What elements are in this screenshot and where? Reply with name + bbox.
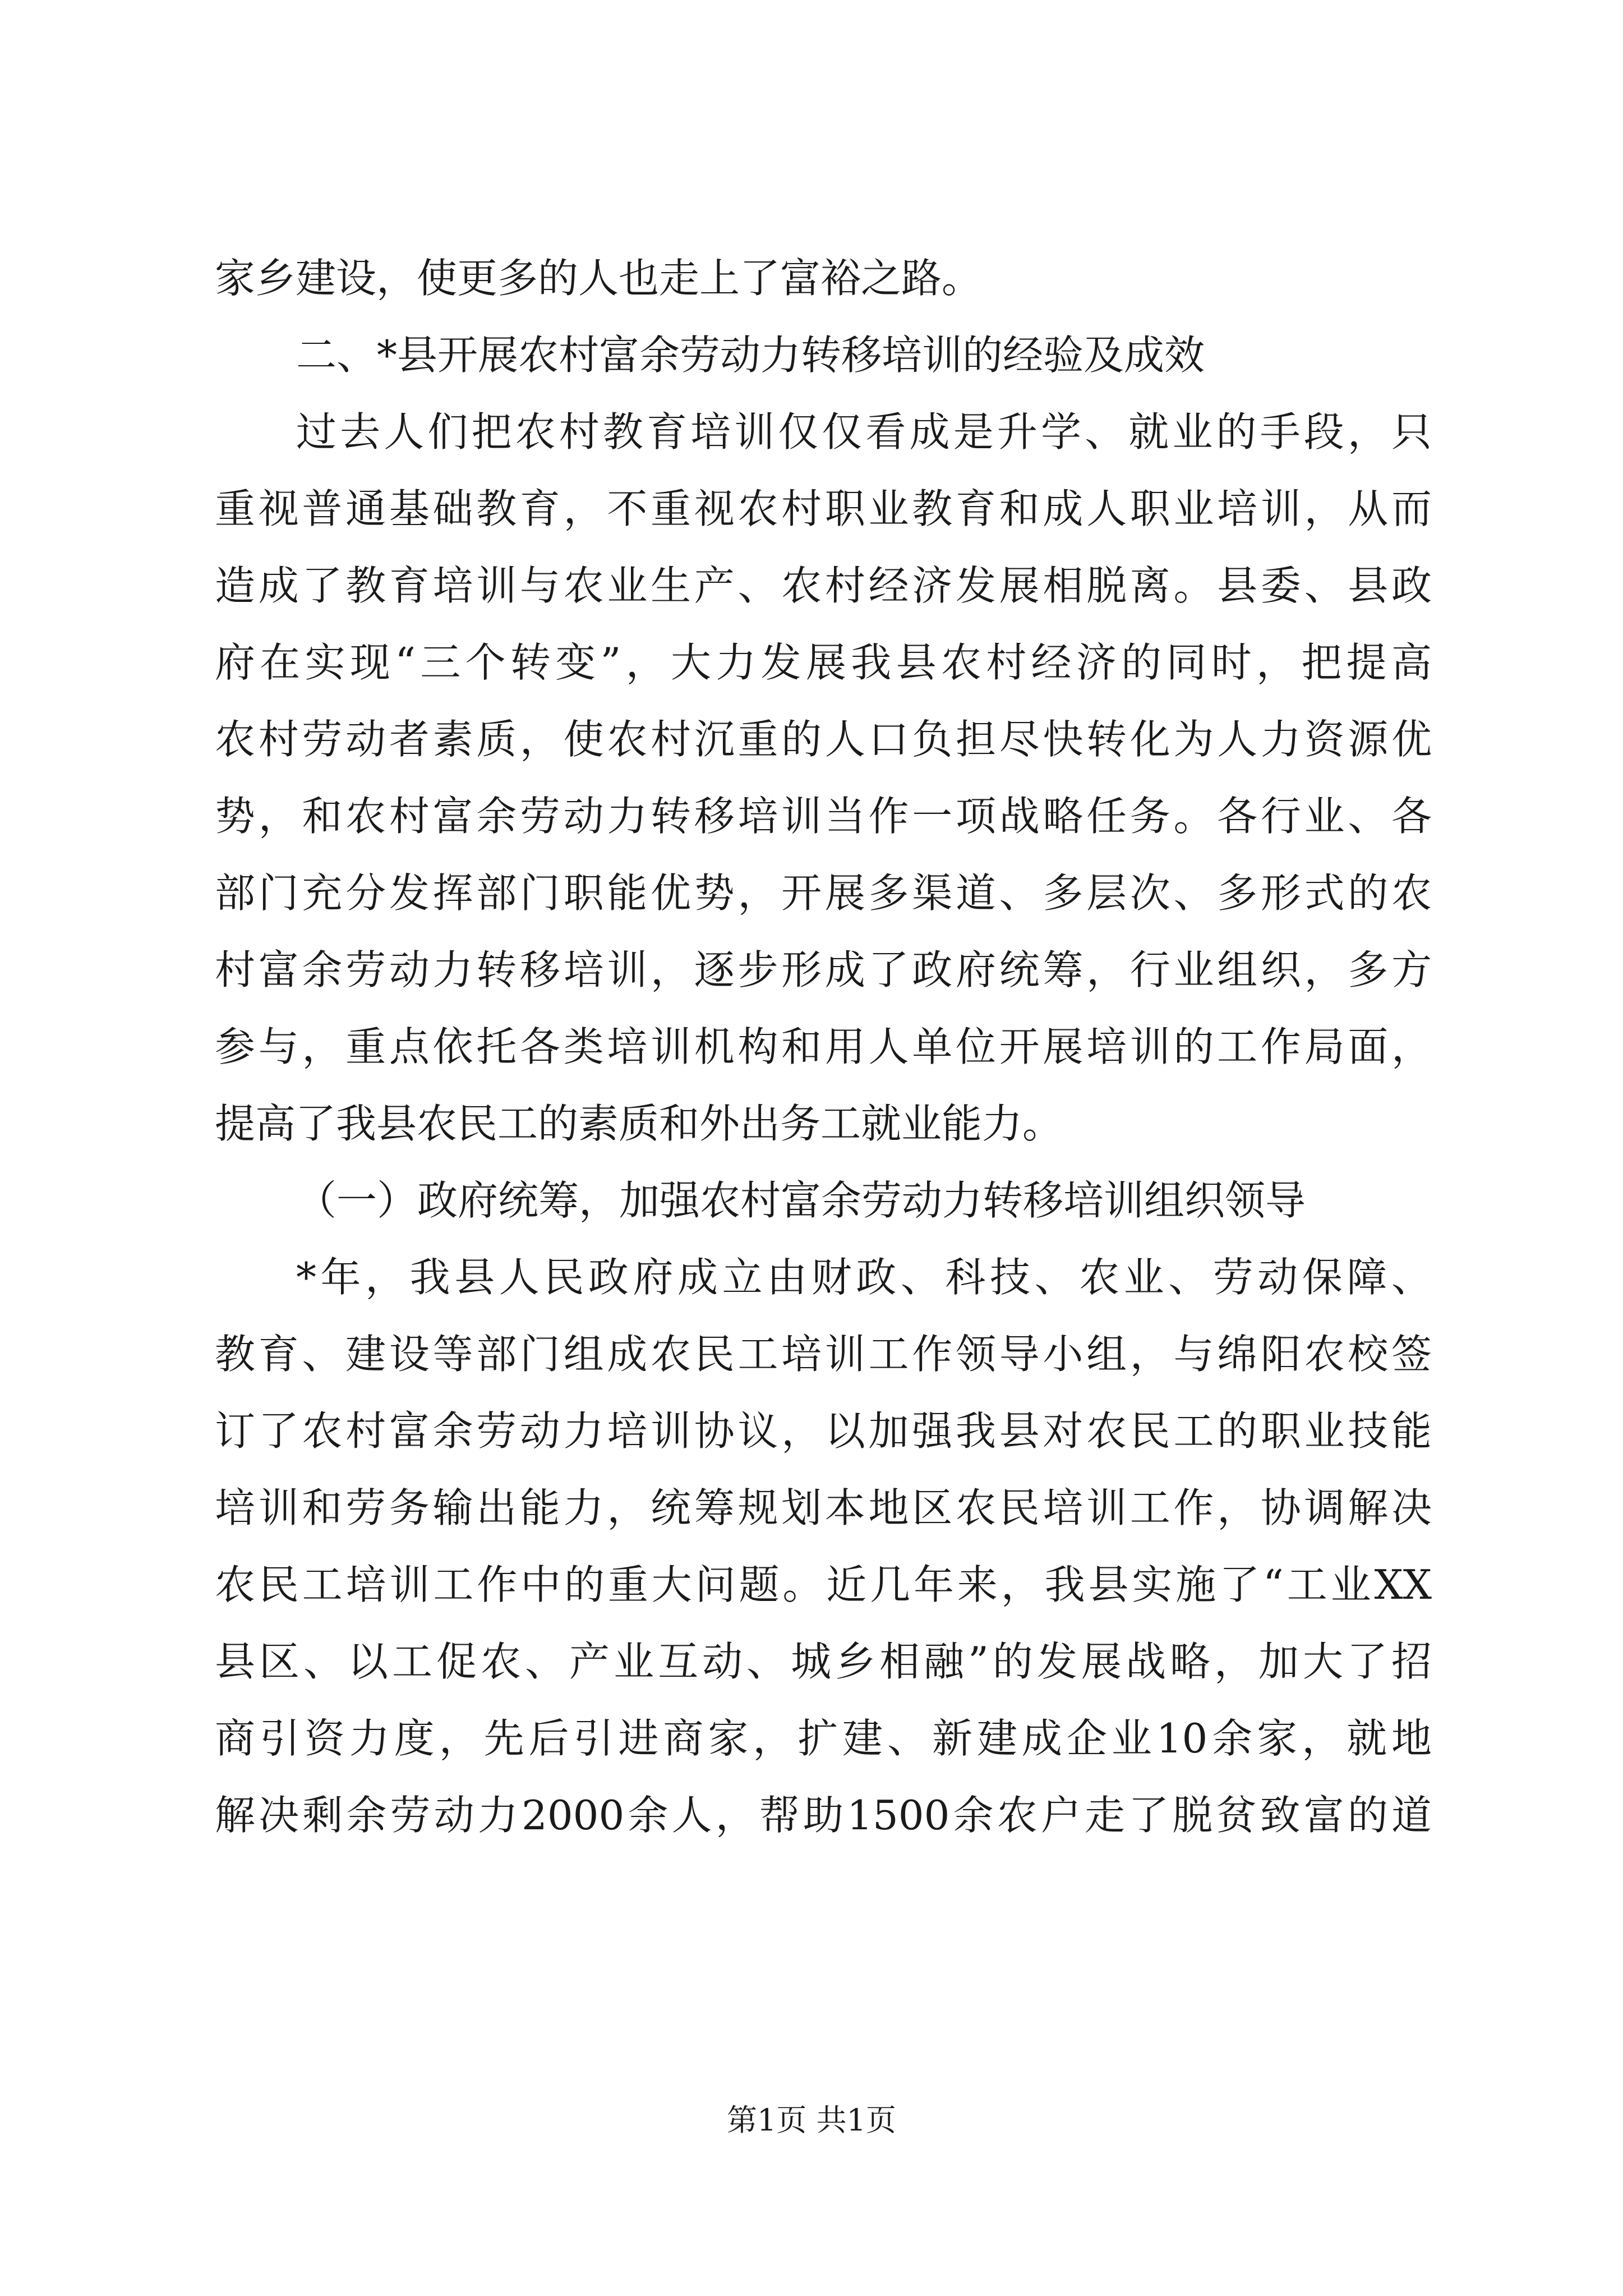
paragraph-line: 村富余劳动力转移培训，逐步形成了政府统筹，行业组织，多方	[215, 946, 1432, 993]
paragraph-line: 订了农村富余劳动力培训协议，以加强我县对农民工的职业技能	[215, 1407, 1432, 1455]
paragraph-line: 过去人们把农村教育培训仅仅看成是升学、就业的手段，只	[296, 408, 1432, 455]
page-number-footer: 第1页 共1页	[727, 2102, 896, 2138]
paragraph-line: 农民工培训工作中的重大问题。近几年来，我县实施了“工业XX	[215, 1561, 1432, 1608]
paragraph-line: 培训和劳务输出能力，统筹规划本地区农民培训工作，协调解决	[215, 1484, 1432, 1531]
paragraph-line: *年，我县人民政府成立由财政、科技、农业、劳动保障、	[296, 1254, 1432, 1301]
paragraph-line: 农村劳动者素质，使农村沉重的人口负担尽快转化为人力资源优	[215, 716, 1432, 763]
paragraph-line: 造成了教育培训与农业生产、农村经济发展相脱离。县委、县政	[215, 562, 1432, 609]
paragraph-line: 势，和农村富余劳动力转移培训当作一项战略任务。各行业、各	[215, 793, 1432, 840]
paragraph-line: 家乡建设，使更多的人也走上了富裕之路。	[215, 255, 983, 302]
paragraph-line: 部门充分发挥部门职能优势，开展多渠道、多层次、多形式的农	[215, 869, 1432, 917]
paragraph-line: 县区、以工促农、产业互动、城乡相融”的发展战略，加大了招	[215, 1638, 1432, 1685]
paragraph-line: 解决剩余劳动力2000余人，帮助1500余农户走了脱贫致富的道	[215, 1792, 1432, 1839]
paragraph-line: 教育、建设等部门组成农民工培训工作领导小组，与绵阳农校签	[215, 1331, 1432, 1378]
paragraph-line: 提高了我县农民工的素质和外出务工就业能力。	[215, 1100, 1063, 1147]
paragraph-line: 府在实现“三个转变”，大力发展我县农村经济的同时，把提高	[215, 639, 1432, 686]
paragraph-line: 商引资力度，先后引进商家，扩建、新建成企业10余家，就地	[215, 1715, 1432, 1762]
subsection-heading: （一）政府统筹，加强农村富余劳动力转移培训组织领导	[296, 1177, 1306, 1224]
paragraph-line: 重视普通基础教育，不重视农村职业教育和成人职业培训，从而	[215, 485, 1432, 532]
section-heading: 二、*县开展农村富余劳动力转移培训的经验及成效	[296, 332, 1205, 379]
document-body	[215, 240, 1432, 1854]
paragraph-line: 参与，重点依托各类培训机构和用人单位开展培训的工作局面，	[215, 1023, 1432, 1070]
